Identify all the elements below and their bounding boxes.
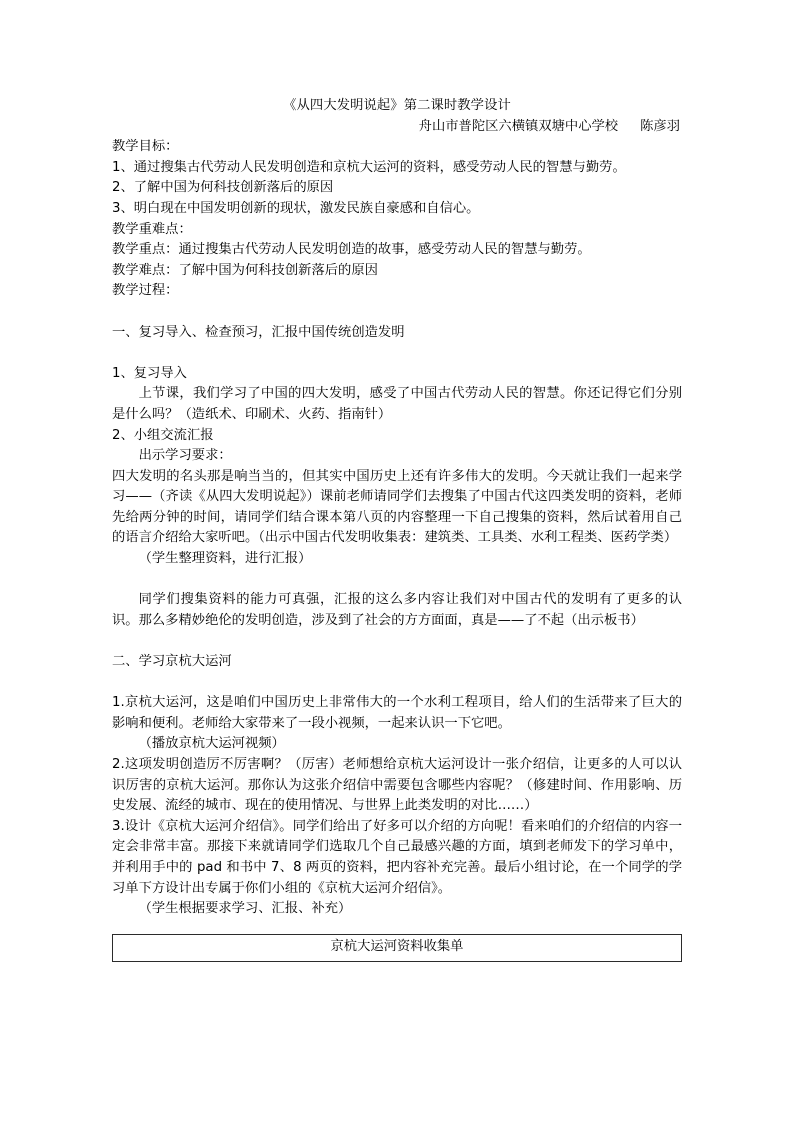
objectives-heading: 教学目标： (112, 139, 179, 155)
section-one-step2-title: 2、小组交流汇报 (112, 427, 214, 443)
section-two-item-2: 2.这项发明创造厉不厉害啊？（厉害）老师想给京杭大运河设计一张介绍信，让更多的人可以认识厉害的京杭大运河。那你认为这张介绍信中需要包含哪些内容呢？（修建时间、作用影响、历史发展、流经的城市、现在的使用情况、与世界上此类发明的对比……） (112, 757, 682, 814)
collect-table (112, 934, 682, 962)
blank-line-1 (112, 302, 682, 323)
objective-item-1: 1、通过搜集古代劳动人民发明创造和京杭大运河的资料，感受劳动人民的智慧与勤劳。 (112, 159, 626, 175)
byline-author: 陈彦羽 (640, 118, 680, 134)
section-one-step2-prompt: 出示学习要求： (138, 448, 232, 464)
byline-school: 舟山市普陀区六横镇双塘中心学校 (418, 118, 619, 134)
blank-line-5 (112, 673, 682, 694)
byline (112, 117, 682, 138)
section-two-item-1-note: （播放京杭大运河视频） (138, 736, 285, 752)
collect-table-title-cell: 京杭大运河资料收集单 (113, 934, 682, 961)
blank-line-3 (112, 570, 682, 591)
section-two-heading: 二、学习京杭大运河 (112, 654, 232, 670)
key-points-focus: 教学重点：通过搜集古代劳动人民发明创造的故事，感受劳动人民的智慧与勤劳。 (112, 242, 591, 258)
section-one-step1-body: 上节课，我们学习了中国的四大发明，感受了中国古代劳动人民的智慧。你还记得它们分别是什么吗？（造纸术、印刷术、火药、指南针） (112, 386, 682, 422)
section-two-item-3: 3.设计《京杭大运河介绍信》。同学们给出了好多可以介绍的方向呢！看来咱们的介绍信的内容一定会非常丰富。那接下来就请同学们选取几个自己最感兴趣的方面，填到老师发下的学习单中，并利用手中的 pad 和书中 7、8 两页的资料，把内容补充完善。最后小组讨论，在一个同学的学习单下方设计出专属于你们小组的《京杭大运河介绍信》。 (112, 818, 682, 896)
objective-item-3: 3、明白现在中国发明创新的现状，激发民族自豪感和自信心。 (112, 200, 480, 216)
section-one-heading: 一、复习导入、检查预习，汇报中国传统创造发明 (112, 324, 405, 340)
objective-item-2: 2、了解中国为何科技创新落后的原因 (112, 180, 334, 196)
section-one-step1-title: 1、复习导入 (112, 365, 187, 381)
document-body (112, 96, 682, 962)
section-two-item-1: 1.京杭大运河，这是咱们中国历史上非常伟大的一个水利工程项目，给人们的生活带来了巨大的影响和便利。老师给大家带来了一段小视频，一起来认识一下它吧。 (112, 695, 682, 731)
key-points-heading: 教学重难点： (112, 221, 192, 237)
document-title: 《从四大发明说起》第二课时教学设计 (283, 98, 511, 113)
key-points-difficulty: 教学难点：了解中国为何科技创新落后的原因 (112, 262, 378, 278)
section-one-step2-note: （学生整理资料，进行汇报） (138, 551, 312, 567)
process-heading: 教学过程： (112, 283, 179, 299)
table-row (113, 934, 682, 961)
section-one-step2-body: 四大发明的名头那是响当当的，但其实中国历史上还有许多伟大的发明。今天就让我们一起来学习——（齐读《从四大发明说起》）课前老师请同学们去搜集了中国古代这四类发明的资料，老师先给两分钟的时间，请同学们结合课本第八页的内容整理一下自己搜集的资料，然后试着用自己的语言介绍给大家听吧。（出示中国古代发明收集表：建筑类、工具类、水利工程类、医药学类） (112, 468, 682, 546)
blank-line-2 (112, 343, 682, 364)
section-one-summary: 同学们搜集资料的能力可真强，汇报的这么多内容让我们对中国古代的发明有了更多的认识。那么多精妙绝伦的发明创造，涉及到了社会的方方面面，真是——了不起（出示板书） (112, 592, 682, 628)
blank-line-4 (112, 631, 682, 652)
section-two-item-3-note: （学生根据要求学习、汇报、补充） (138, 901, 352, 917)
